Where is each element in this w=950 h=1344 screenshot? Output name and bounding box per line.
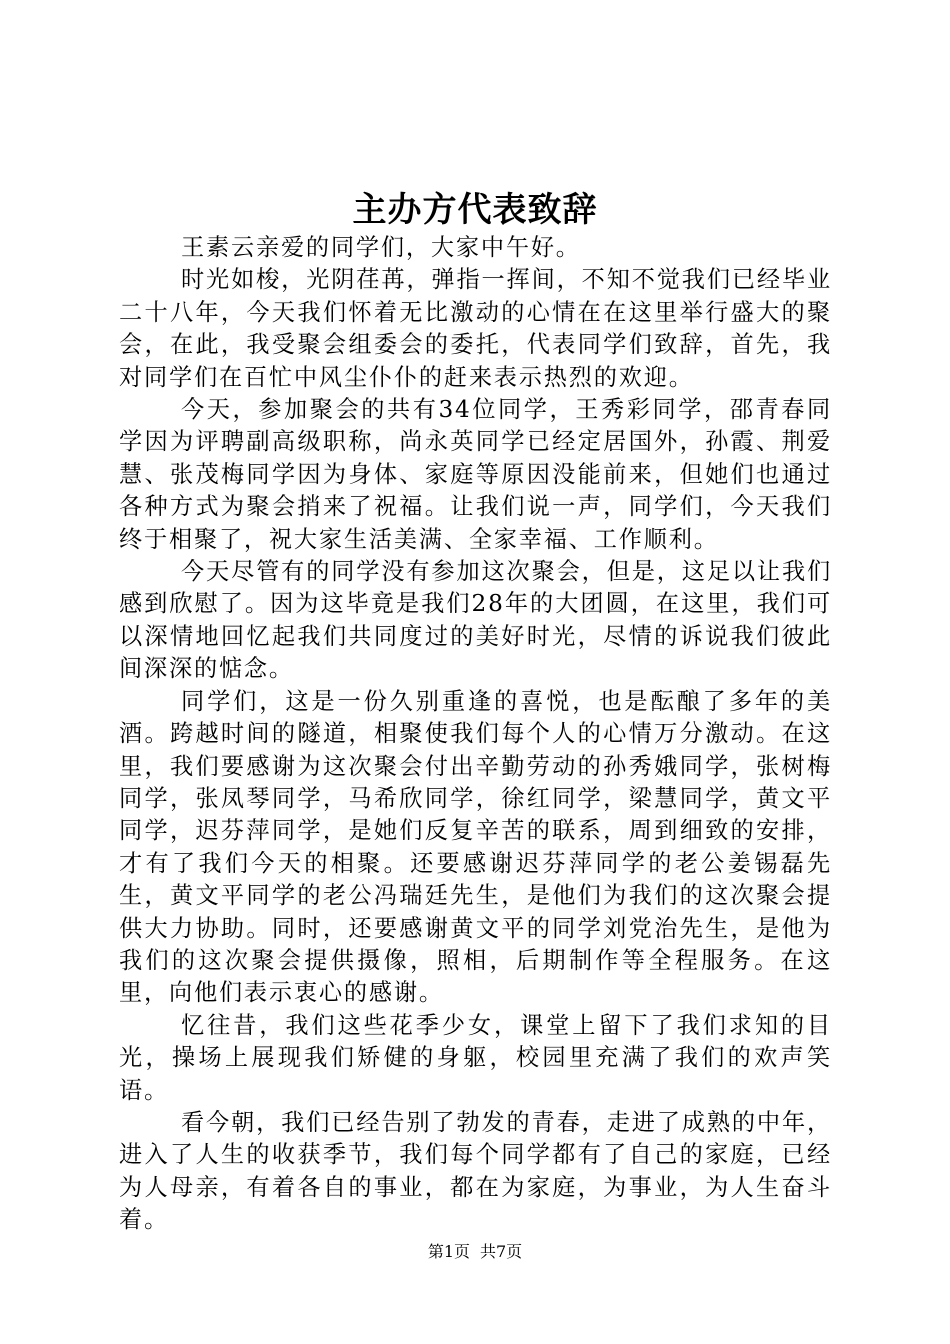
paragraph-past: 忆往昔，我们这些花季少女，课堂上留下了我们求知的目光，操场上展现我们矫健的身躯，校园里充满了我们的欢声笑语。: [119, 1011, 832, 1104]
page-total: 共7页: [480, 1242, 523, 1261]
paragraph-attendance: 今天，参加聚会的共有34位同学，王秀彩同学，邵青春同学因为评聘副高级职称，尚永英同学已经定居国外，孙霞、荆爱慧、张茂梅同学因为身体、家庭等原因没能前来，但她们也通过各种方式为聚会捎来了祝福。让我们说一声，同学们，今天我们终于相聚了，祝大家生活美满、全家幸福、工作顺利。: [119, 396, 832, 553]
document-body: [119, 232, 832, 1237]
paragraph-present: 看今朝，我们已经告别了勃发的青春，走进了成熟的中年，进入了人生的收获季节，我们每个同学都有了自己的家庭，已经为人母亲，有着各自的事业，都在为家庭，为事业，为人生奋斗着。: [119, 1108, 832, 1234]
document-title: 主办方代表致辞: [352, 190, 598, 230]
paragraph-greeting: 王素云亲爱的同学们，大家中午好。: [181, 234, 581, 261]
paragraph-thanks: 同学们，这是一份久别重逢的喜悦，也是酝酿了多年的美酒。跨越时间的隧道，相聚使我们每个人的心情万分激动。在这里，我们要感谢为这次聚会付出辛勤劳动的孙秀娥同学，张树梅同学，张凤琴同学，马希欣同学，徐红同学，梁慧同学，黄文平同学，迟芬萍同学，是她们反复辛苦的联系，周到细致的安排，才有了我们今天的相聚。还要感谢迟芬萍同学的老公姜锡磊先生，黄文平同学的老公冯瑞廷先生，是他们为我们的这次聚会提供大力协助。同时，还要感谢黄文平的同学刘党治先生，是他为我们的这次聚会提供摄像，照相，后期制作等全程服务。在这里，向他们表示衷心的感谢。: [119, 687, 832, 1007]
paragraph-welcome: 时光如梭，光阴荏苒，弹指一挥间，不知不觉我们已经毕业二十八年，今天我们怀着无比激动的心情在在这里举行盛大的聚会，在此，我受聚会组委会的委托，代表同学们致辞，首先，我对同学们在百忙中风尘仆仆的赶来表示热烈的欢迎。: [119, 266, 832, 391]
page-footer: [0, 1240, 950, 1264]
paragraph-reunion: 今天尽管有的同学没有参加这次聚会，但是，这足以让我们感到欣慰了。因为这毕竟是我们28年的大团圆，在这里，我们可以深情地回忆起我们共同度过的美好时光，尽情的诉说我们彼此间深深的惦念。: [119, 558, 832, 683]
page-number: 第1页: [427, 1242, 470, 1261]
